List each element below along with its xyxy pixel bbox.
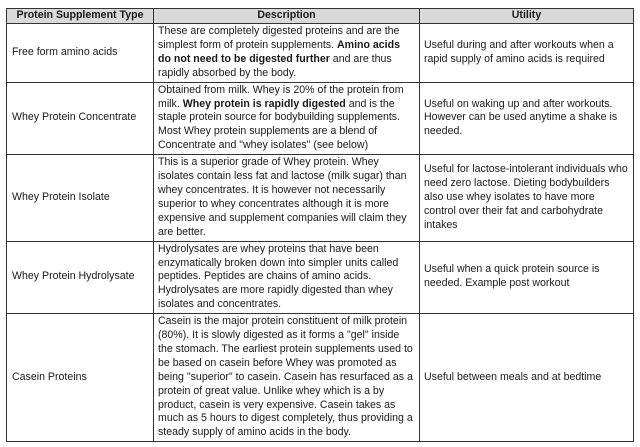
row-type: Casein Proteins (7, 314, 154, 442)
row-description (154, 82, 420, 155)
description-text: This is a superior grade of Whey protein. Whey isolates contain less fat and lactose (milk sugar) than whey concentrates. It is however not necessarily superior to whey concentrates although it is more expensive and supplement companies will claim they are better. (158, 156, 407, 238)
description-text: and are thus rapidly absorbed by the body. (158, 52, 392, 79)
row-description (154, 24, 420, 83)
row-type: Whey Protein Hydrolysate (7, 241, 154, 314)
description-text: Hydrolysates are whey proteins that have been enzymatically broken down into simpler units called peptides. Peptides are chains of amino acids. Hydrolysates are more rapidly digested than whey isolates and concentrates. (158, 242, 399, 311)
row-description (154, 155, 420, 241)
table-row (7, 314, 634, 442)
table-row (7, 24, 634, 83)
row-utility: Useful on waking up and after workouts. However can be used anytime a shake is needed. (420, 82, 634, 155)
row-description (154, 241, 420, 314)
header-type: Protein Supplement Type (7, 9, 154, 24)
description-text: and is the staple protein source for bodybuilding supplements. Most Whey protein supplements are a blend of Concentrate and "whey isolates" (see below) (158, 97, 401, 152)
row-type: Whey Protein Isolate (7, 155, 154, 241)
description-text: Casein is the major protein constituent of milk protein (80%). It is slowly digested as it forms a "gel" inside the stomach. The earliest protein supplements used to be based on casein before Whey was promoted as being "superior" to casein. Casein has resurfaced as a protein of great value. Unlike whey which is a by product, casein is very expensive. Casein takes as much as 5 hours to digest completely, thus providing a steady supply of amino acids in the body. (158, 315, 413, 439)
row-utility: Useful for lactose-intolerant individuals who need zero lactose. Dieting bodybuilders also use whey isolates to have more control over their fat and carbohydrate intakes (420, 155, 634, 241)
header-utility: Utility (420, 9, 634, 24)
table-row (7, 155, 634, 241)
row-type: Free form amino acids (7, 24, 154, 83)
row-utility: Useful between meals and at bedtime (420, 314, 634, 442)
row-type: Whey Protein Concentrate (7, 82, 154, 155)
protein-supplement-table (6, 8, 634, 442)
table-row (7, 82, 634, 155)
row-utility: Useful during and after workouts when a rapid supply of amino acids is required (420, 24, 634, 83)
description-bold-text: Amino acids do not need to be digested further (158, 38, 400, 65)
table-row (7, 241, 634, 314)
row-utility: Useful when a quick protein source is needed. Example post workout (420, 241, 634, 314)
description-bold-text: Whey protein is rapidly digested (182, 97, 346, 110)
row-description (154, 314, 420, 442)
description-text: These are completely digested proteins and are the simplest form of protein supplements. (158, 25, 400, 51)
table-header-row (7, 9, 634, 24)
description-text: Obtained from milk. Whey is 20% of the protein from milk. (158, 83, 404, 110)
header-description: Description (154, 9, 420, 24)
